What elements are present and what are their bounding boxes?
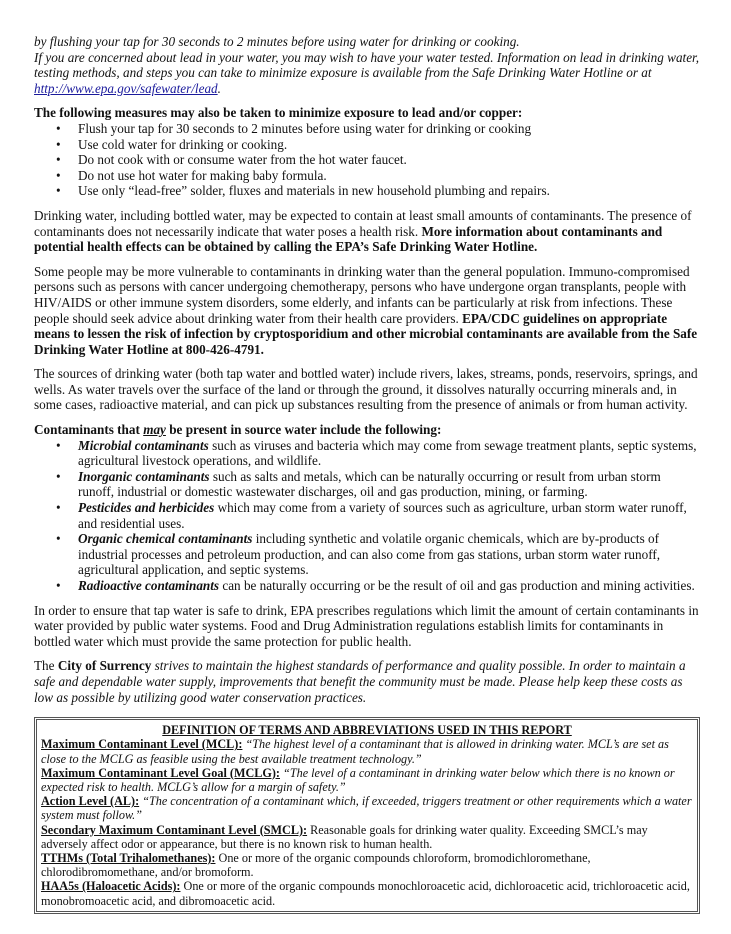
vulnerable-bold: EPA/CDC guidelines on appropriate means to lessen the risk of infection by cryptosporidium and other microbial contaminants are available from the Safe Drinking Water Hotline at 800-426-4791. [34, 310, 698, 357]
contaminant-text: such as viruses and bacteria which may come from sewage treatment plants, septic systems, agricultural livestock operations, and wildlife. [78, 437, 697, 469]
list-item [34, 438, 700, 469]
bottled-text: Drinking water, including bottled water, may be expected to contain at least small amounts of contaminants. The presence of contaminants does not necessarily indicate that water poses a health risk. [34, 207, 692, 239]
definition-haa5s [41, 879, 693, 907]
definition-text: One or more of the organic compounds monochloroacetic acid, dichloroacetic acid, trichloroacetic acid, monobromoacetic acid, and dibromoacetic acid. [41, 879, 690, 908]
contaminants-list [34, 438, 700, 594]
definition-smcl [41, 823, 693, 851]
city-paragraph [34, 658, 700, 705]
contaminant-text: which may come from a variety of sources such as agriculture, urban storm water runoff, and residential uses. [78, 500, 687, 531]
definition-text: Reasonable goals for drinking water quality. Exceeding SMCL’s may adversely affect odor or appearance, but there is no known risk to human health. [41, 822, 648, 851]
list-item [34, 531, 700, 578]
bottled-bold: More information about contaminants and potential health effects can be obtained by calling the EPA’s Safe Drinking Water Hotline. [34, 223, 663, 255]
definition-al [41, 794, 693, 822]
list-item: • Flush your tap for 30 seconds to 2 minutes before using water for drinking or cooking [34, 121, 700, 137]
list-item [34, 469, 700, 500]
definition-term: Maximum Contaminant Level Goal (MCLG): [41, 765, 280, 780]
vulnerable-text: Some people may be more vulnerable to contaminants in drinking water than the general population. Immuno-compromised persons such as persons with cancer undergoing chemotherapy, persons who have undergone organ transplants, people with HIV/AIDS or other immune system disorders, some elderly, and infants can be particularly at risk from infections. These people should seek advice about drinking water from their health care providers. [34, 263, 690, 326]
city-name: City of Surrency [57, 658, 152, 674]
contaminant-term: Pesticides and herbicides [78, 500, 215, 516]
measures-list [34, 121, 700, 199]
contaminant-text: such as salts and metals, which can be naturally occurring or result from urban storm runoff, industrial or domestic wastewater discharges, oil and gas production, mining, or farming. [78, 468, 661, 500]
contaminant-text: including synthetic and volatile organic chemicals, which are by-products of industrial processes and petroleum production, and can also come from gas stations, urban storm water runoff, agricultural application, and septic systems. [78, 531, 661, 578]
definition-tthms [41, 851, 693, 879]
intro-link-end: . [217, 80, 221, 96]
contaminant-text: can be naturally occurring or be the result of oil and gas production and mining activities. [219, 578, 695, 593]
list-item [34, 500, 700, 531]
intro-line-1: by flushing your tap for 30 seconds to 2 minutes before using water for drinking or cooking. [34, 34, 520, 49]
bottled-water-paragraph [34, 208, 700, 255]
definition-mcl [41, 737, 693, 765]
definition-term: HAA5s (Haloacetic Acids): [41, 879, 181, 894]
definition-text: One or more of the organic compounds chloroform, bromodichloromethane, chlorodibromomethane, and/or bromoform. [41, 850, 591, 880]
contaminants-heading-may: may [143, 422, 166, 438]
epa-lead-link[interactable]: http://www.epa.gov/safewater/lead [34, 80, 218, 96]
contaminant-term: Radioactive contaminants [78, 578, 220, 593]
document-page [34, 34, 700, 914]
contaminants-heading-pre: Contaminants that [34, 422, 140, 438]
definition-text: “The highest level of a contaminant that is allowed in drinking water. MCL’s are set as close to the MCLG as feasible using the best available treatment technology.” [41, 737, 669, 766]
definition-text: “The concentration of a contaminant which, if exceeded, triggers treatment or other requirements which a water system must follow.” [41, 794, 692, 823]
regulations-paragraph: In order to ensure that tap water is safe to drink, EPA prescribes regulations which limit the amount of certain contaminants in water provided by public water systems. Food and Drug Administration regulations establish limits for contaminants in bottled water which must provide the same protection for public health. [34, 602, 699, 649]
list-item: • Do not cook with or consume water from the hot water faucet. [34, 152, 700, 168]
contaminants-heading-post: be present in source water include the following: [169, 422, 442, 438]
list-item: • Use cold water for drinking or cooking. [34, 137, 700, 153]
definition-mclg [41, 766, 693, 794]
definition-term: Action Level (AL): [41, 794, 140, 809]
list-item: • Do not use hot water for making baby formula. [34, 168, 700, 184]
intro-paragraph [34, 34, 700, 96]
contaminant-term: Microbial contaminants [78, 437, 209, 453]
sources-paragraph: The sources of drinking water (both tap water and bottled water) include rivers, lakes, streams, ponds, reservoirs, springs, and wells. As water travels over the surface of the land or through the ground, it dissolves naturally occurring minerals and, in some cases, radioactive material, and can pick up substances resulting from the presence of animals or from human activity. [34, 366, 698, 413]
city-pre: The [34, 658, 55, 674]
definitions-title: DEFINITION OF TERMS AND ABBREVIATIONS USED IN THIS REPORT [162, 723, 572, 738]
list-item [34, 578, 700, 594]
definition-term: Maximum Contaminant Level (MCL): [41, 737, 243, 752]
definition-term: Secondary Maximum Contaminant Level (SMCL): [41, 822, 308, 837]
definition-term: TTHMs (Total Trihalomethanes): [41, 850, 216, 865]
vulnerable-paragraph [34, 264, 700, 358]
measures-heading: The following measures may also be taken to minimize exposure to lead and/or copper: [34, 105, 523, 121]
definitions-box [34, 717, 700, 914]
city-text: strives to maintain the highest standards of performance and quality possible. In order to maintain a safe and dependable water supply, improvements that benefit the community must be made. Please help keep these costs as low as possible by utilizing good water conservation practices. [34, 658, 686, 705]
definition-text: “The level of a contaminant in drinking water below which there is no known or expected risk to health. MCLG’s allow for a margin of safety.” [41, 765, 675, 794]
contaminant-term: Inorganic contaminants [78, 468, 210, 484]
list-item: • Use only “lead-free” solder, fluxes and materials in new household plumbing and repairs. [34, 183, 700, 199]
intro-line-2: If you are concerned about lead in your water, you may wish to have your water tested. Information on lead in drinking water, testing methods, and steps you can take to minimize exposure is available from the Safe Drinking Water Hotline or at [34, 49, 700, 81]
contaminant-term: Organic chemical contaminants [78, 531, 253, 547]
contaminants-heading [34, 422, 700, 438]
